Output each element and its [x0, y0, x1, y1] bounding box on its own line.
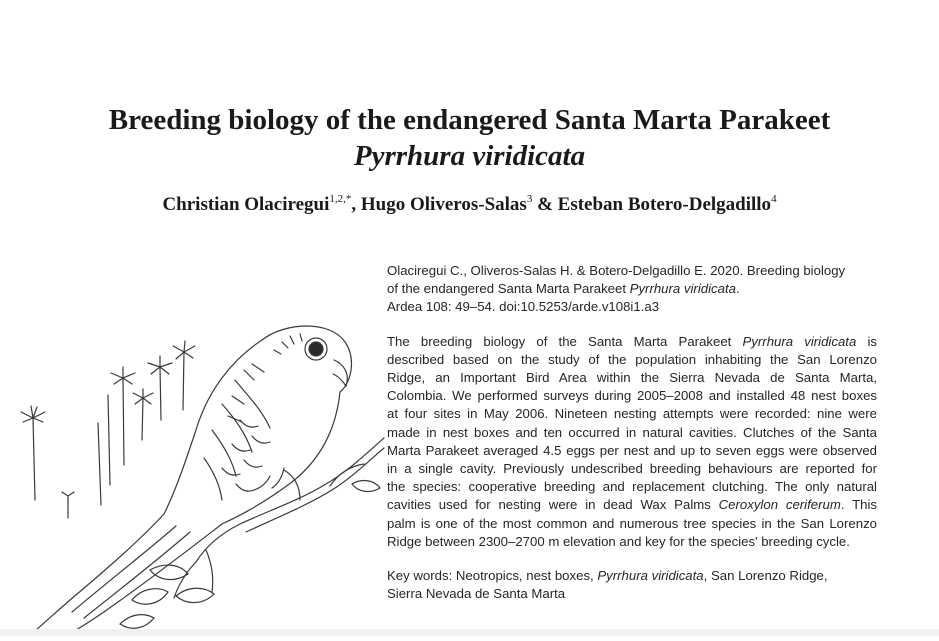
abstract-line: Colombia. We performed surveys during 2005–2008 and installed 48 nest boxes: [387, 388, 877, 404]
citation-line: [387, 280, 877, 298]
keywords: [387, 567, 877, 603]
citation-text: of the endangered Santa Marta Parakeet: [387, 281, 630, 297]
abstract-text-part: The breeding biology of the Santa Marta Parakeet: [387, 333, 743, 349]
author-separator: ,: [351, 194, 361, 215]
citation-text: .: [735, 281, 740, 297]
species-name: Pyrrhura viridicata: [742, 333, 857, 349]
abstract-text-part: . This: [840, 497, 877, 513]
abstract-line: Ridge between 2300–2700 m elevation and key for the species' breeding cycle.: [387, 533, 850, 549]
parakeet-illustration: [0, 300, 390, 636]
parakeet-sketch-icon: [0, 300, 390, 636]
citation: [387, 262, 877, 317]
paper-title-line: Breeding biology of the endangered Santa Marta Parakeet: [108, 104, 831, 136]
author-name: Hugo Oliveros-Salas: [360, 194, 527, 215]
abstract-line: in a single cavity. Previously undescribed breeding behaviours are reported for: [387, 461, 877, 477]
abstract-text-part: cavities used for nesting were in dead Wax Palms: [387, 497, 719, 513]
keywords-text: , San Lorenzo Ridge,: [703, 568, 828, 584]
keywords-line: Sierra Nevada de Santa Marta: [387, 586, 566, 602]
abstract-line: the species: cooperative breeding and replacement clutching. The only natural: [387, 479, 877, 495]
author-affiliation: 4: [771, 193, 777, 205]
abstract-line: palm is one of the most common and numerous tree species in the San Lorenzo: [387, 515, 877, 531]
author-name: Esteban Botero-Delgadillo: [557, 194, 772, 215]
abstract-section: [387, 262, 877, 603]
citation-line: Olaciregui C., Oliveros-Salas H. & Botero-Delgadillo E. 2020. Breeding biology: [387, 263, 846, 278]
author-separator: &: [532, 194, 558, 215]
paper-title-species: Pyrrhura viridicata: [353, 140, 586, 172]
citation-doi: Ardea 108: 49–54. doi:10.5253/arde.v108i1.a3: [387, 299, 660, 315]
abstract-line: Marta Parakeet averaged 4.5 eggs per nest and up to seven eggs were observed: [387, 442, 877, 458]
paper-title: [0, 102, 939, 174]
abstract-text-part: is: [856, 333, 877, 349]
abstract-line: [387, 496, 877, 514]
abstract-line: described based on the study of the population inhabiting the San Lorenzo: [387, 351, 877, 367]
species-name: Ceroxylon ceriferum: [718, 497, 841, 513]
abstract-line: [387, 333, 877, 351]
author-affiliation: 3: [526, 193, 533, 205]
abstract-text: [387, 333, 877, 551]
abstract-line: Ridge, an Important Bird Area within the Sierra Nevada de Santa Marta,: [387, 370, 877, 386]
author-name: Christian Olaciregui: [162, 194, 330, 215]
keywords-line: [387, 567, 877, 585]
abstract-line: made in nest boxes and ten occurred in natural cavities. Clutches of the Santa: [387, 424, 877, 440]
page-bottom-edge: [0, 629, 939, 636]
abstract-line: at four sites in May 2006. Nineteen nesting attempts were recorded: nine were: [387, 406, 877, 422]
keywords-text: Key words: Neotropics, nest boxes,: [387, 568, 598, 584]
species-name: Pyrrhura viridicata: [597, 568, 704, 584]
author-list: [0, 193, 939, 217]
species-name: Pyrrhura viridicata: [629, 281, 736, 297]
author-affiliation: 1,2,*: [329, 193, 352, 205]
